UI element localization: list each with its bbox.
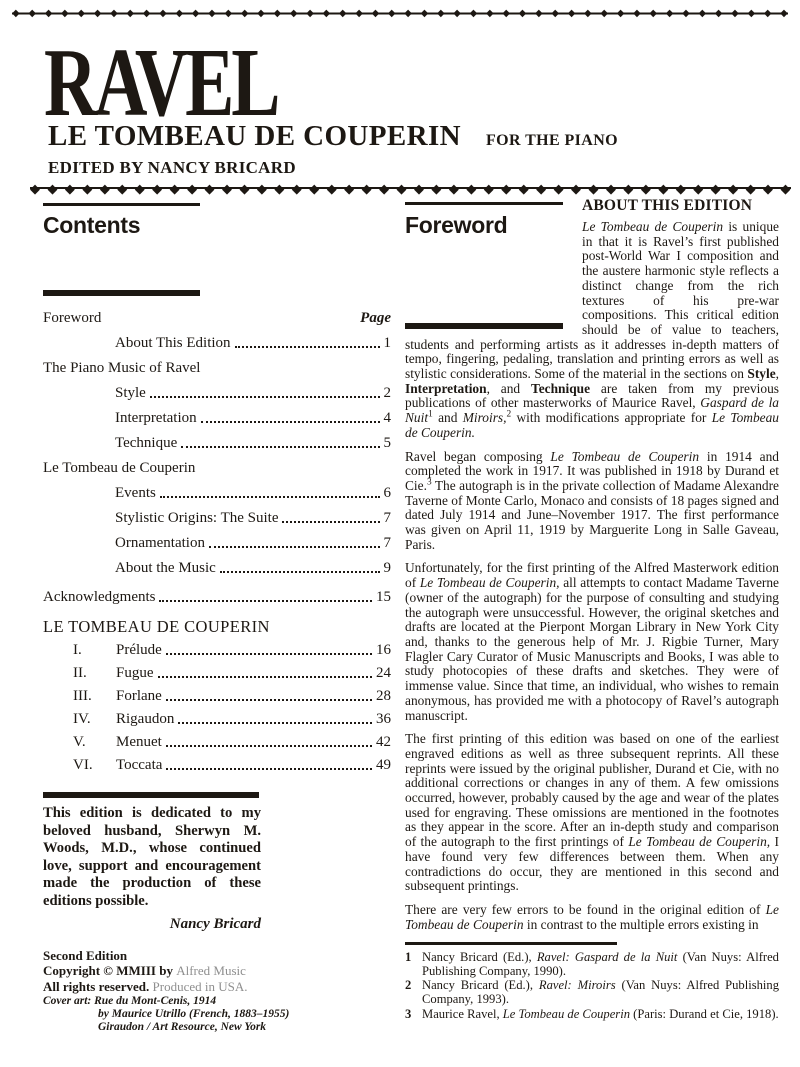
diamond-icon: ◆	[326, 180, 337, 196]
diamond-icon: ◆	[665, 7, 674, 19]
diamond-icon: ◆	[82, 180, 93, 196]
foreword-paragraph: There are very few errors to be found in the original edition of Le Tombeau de Couperin in contrast to the multiple errors existing in	[405, 901, 779, 932]
toc-dot-leader	[166, 653, 372, 655]
footnote-reference: 1	[428, 409, 433, 420]
toc-label: Foreword	[43, 310, 102, 326]
diamond-icon: ◆	[396, 180, 407, 196]
diamond-icon: ◆	[453, 7, 461, 19]
toc-dot-leader	[235, 346, 380, 348]
cover-art-line: Giraudon / Art Resource, New York	[98, 1020, 267, 1033]
toc-row	[43, 310, 391, 326]
diamond-icon: ◆	[551, 7, 560, 19]
footnote-number: 3	[405, 1006, 412, 1021]
diamond-icon: ◆	[431, 180, 442, 196]
contents-heading: Contents	[43, 212, 141, 238]
cover-art-credit	[43, 995, 391, 1033]
toc-page-number: 49	[376, 757, 391, 773]
diamond-icon: ◆	[291, 180, 302, 196]
subtitle-row	[48, 121, 618, 153]
diamond-icon: ◆	[187, 180, 198, 196]
diamond-icon: ◆	[420, 7, 429, 19]
foreword-paragraph: Le Tombeau de Couperin is unique in that it is Ravel’s first published post-World War I composition and the austere harmonic style reflects a distinct change from the rich textures of his pre-war compositions. This critical edition should be of value to teachers, students and performing artists as it addresses in-depth matters of tempo, fingering, pedaling, translation and printing errors as well as stylistic considerations. Some of the material in the sections on Style, Interpretation, and Technique are taken from my previous publications of other masterworks of Maurice Ravel, Gaspard de la Nuit$^1$ and Miroirs,$^2$ with modifications appropriate for Le Tombeau de Couperin.	[405, 219, 780, 440]
toc-row	[43, 589, 391, 605]
toc-label: Forlane	[116, 688, 162, 704]
toc-label: Acknowledgments	[43, 589, 156, 605]
dedication-text: This edition is dedicated to my beloved husband, Sherwyn M. Woods, M.D., whose continued love, support and encouragement made the production of these editions possible.	[43, 805, 261, 909]
toc-page-number: 7	[383, 510, 391, 526]
toc-row	[43, 435, 391, 451]
toc-dot-leader	[166, 699, 372, 701]
contents-column	[43, 203, 391, 1033]
toc-label: LE TOMBEAU DE COUPERIN	[43, 617, 270, 636]
toc-dot-leader	[159, 600, 372, 602]
toc-label: Rigaudon	[116, 711, 175, 727]
dedication-signature: Nancy Bricard	[169, 915, 261, 932]
diamond-icon: ◆	[134, 180, 145, 196]
diamond-icon: ◆	[649, 7, 658, 19]
table-of-contents	[43, 310, 391, 773]
foreword-paragraph: Unfortunately, for the first printing of the Alfred Masterwork edition of Le Tombeau de Couperin, all attempts to contact Madame Taverne (owner of the autograph) for the purpose of consulting and studying the autograph were unsuccessful. However, the original sketches and drafts are located at the Pierpont Morgan Library in New York City and, thanks to the generous help of Mr. J. Rigbie Turner, Mary Flagler Cary Curator of Music Manuscripts and Books, I was able to study photocopies of these drafts and sketches. They were of immense value. Since that time, an individual, who wishes to remain anonymous, has provided me with a photocopy of Ravel’s autograph manuscript.	[405, 560, 779, 723]
foreword-rule-top	[405, 202, 563, 205]
diamond-icon: ◆	[536, 180, 547, 196]
toc-page-number: 4	[383, 410, 391, 426]
toc-dot-leader	[220, 571, 380, 573]
diamond-icon: ◆	[61, 7, 69, 19]
diamond-icon: ◆	[763, 180, 774, 196]
diamond-icon: ◆	[344, 180, 355, 196]
diamond-icon: ◆	[126, 7, 135, 19]
toc-dot-leader	[158, 676, 373, 678]
toc-page-number: 36	[376, 711, 391, 727]
diamond-icon: ◆	[169, 180, 180, 196]
toc-label: Technique	[115, 435, 178, 451]
toc-dot-leader	[282, 521, 379, 523]
diamond-icon: ◆	[698, 7, 707, 19]
toc-row	[43, 510, 391, 526]
diamond-icon: ◆	[175, 7, 184, 19]
cover-art-line: by Maurice Utrillo (French, 1883–1955)	[98, 1007, 290, 1020]
toc-page-column-label: Page	[360, 310, 391, 326]
diamond-icon: ◆	[780, 7, 788, 19]
toc-label: Style	[115, 385, 146, 401]
diamond-icon: ◆	[204, 180, 215, 196]
toc-label: Menuet	[116, 734, 162, 750]
diamond-icon: ◆	[77, 7, 86, 19]
top-ornament-border	[12, 7, 788, 20]
diamond-icon: ◆	[675, 180, 686, 196]
footnote-number: 1	[405, 949, 412, 964]
diamond-icon: ◆	[273, 7, 282, 19]
dedication-rule	[43, 792, 259, 798]
toc-roman-numeral: V.	[73, 734, 86, 750]
toc-row	[43, 335, 391, 351]
toc-dot-leader	[166, 745, 372, 747]
foreword-heading-block	[405, 202, 573, 329]
toc-row	[43, 535, 391, 551]
colophon-line: All rights reserved. Produced in USA.	[43, 978, 248, 994]
diamond-icon: ◆	[640, 180, 651, 196]
toc-roman-numeral: III.	[73, 688, 92, 704]
diamond-icon: ◆	[44, 7, 53, 19]
toc-page-number: 9	[383, 560, 391, 576]
diamond-icon: ◆	[361, 180, 372, 196]
colophon	[43, 948, 391, 995]
toc-page-number: 24	[376, 665, 391, 681]
diamond-icon: ◆	[379, 180, 390, 196]
diamond-icon: ◆	[28, 7, 37, 19]
diamond-icon: ◆	[728, 180, 739, 196]
diamond-icon: ◆	[485, 7, 494, 19]
diamond-icon: ◆	[152, 180, 163, 196]
contents-rule-bottom	[43, 290, 200, 296]
toc-page-number: 7	[383, 535, 391, 551]
toc-dot-leader	[181, 446, 379, 448]
footnote-number: 2	[405, 978, 412, 993]
diamond-icon: ◆	[483, 180, 494, 196]
toc-dot-leader	[160, 496, 380, 498]
diamond-icon: ◆	[600, 7, 609, 19]
foreword-heading: Foreword	[405, 212, 508, 238]
toc-dot-leader	[150, 396, 380, 398]
toc-label: Events	[115, 485, 156, 501]
colophon-line: Copyright © MMIII by Alfred Music	[43, 963, 246, 979]
diamond-icon: ◆	[322, 7, 331, 19]
diamond-icon: ◆	[518, 7, 527, 19]
toc-row	[43, 688, 391, 704]
diamond-icon: ◆	[466, 180, 477, 196]
diamond-icon: ◆	[142, 7, 151, 19]
diamond-icon: ◆	[338, 7, 347, 19]
toc-page-number: 15	[376, 589, 391, 605]
toc-page-number: 2	[383, 385, 391, 401]
footnote-item: 1 Nancy Bricard (Ed.), Ravel: Gaspard de la Nuit (Van Nuys: Alfred Publishing Company, 1990).	[405, 949, 779, 979]
diamond-icon: ◆	[436, 7, 445, 19]
toc-row	[43, 734, 391, 750]
toc-row	[43, 560, 391, 576]
toc-roman-numeral: II.	[73, 665, 87, 681]
diamond-icon: ◆	[257, 7, 265, 19]
diamond-icon: ◆	[47, 180, 58, 196]
diamond-icon: ◆	[413, 180, 424, 196]
diamond-icon: ◆	[747, 7, 756, 19]
diamond-icon: ◆	[387, 7, 396, 19]
about-this-edition-heading: ABOUT THIS EDITION	[582, 197, 753, 214]
diamond-icon: ◆	[221, 180, 232, 196]
diamond-icon: ◆	[30, 180, 40, 196]
diamond-icon: ◆	[535, 7, 543, 19]
foreword-column	[405, 196, 779, 1021]
diamond-icon: ◆	[780, 180, 791, 196]
diamond-icon: ◆	[553, 180, 564, 196]
diamond-icon: ◆	[448, 180, 459, 196]
diamond-icon: ◆	[309, 180, 320, 196]
toc-dot-leader	[178, 722, 372, 724]
toc-label: Interpretation	[115, 410, 197, 426]
diamond-icon: ◆	[110, 7, 118, 19]
diamond-icon: ◆	[93, 7, 102, 19]
toc-page-number: 28	[376, 688, 391, 704]
diamond-icon: ◆	[240, 7, 249, 19]
toc-label: About This Edition	[115, 335, 231, 351]
diamond-icon: ◆	[274, 180, 285, 196]
diamond-icon: ◆	[289, 7, 298, 19]
diamond-icon: ◆	[731, 7, 739, 19]
footnote-item: 3 Maurice Ravel, Le Tombeau de Couperin (Paris: Durand et Cie, 1918).	[405, 1006, 779, 1021]
toc-label: Ornamentation	[115, 535, 205, 551]
diamond-icon: ◆	[117, 180, 128, 196]
footnote-item: 2 Nancy Bricard (Ed.), Ravel: Miroirs (Van Nuys: Alfred Publishing Company, 1993).	[405, 978, 779, 1007]
diamond-icon: ◆	[745, 180, 756, 196]
diamond-icon: ◆	[159, 7, 167, 19]
diamond-icon: ◆	[571, 180, 582, 196]
toc-label: About the Music	[115, 560, 216, 576]
toc-row	[43, 711, 391, 727]
diamond-icon: ◆	[763, 7, 772, 19]
toc-row	[43, 619, 391, 635]
foreword-rule-bottom	[405, 323, 563, 329]
footnote-rule	[405, 942, 617, 945]
toc-roman-numeral: VI.	[73, 757, 93, 773]
diamond-icon: ◆	[710, 180, 721, 196]
diamond-icon: ◆	[623, 180, 634, 196]
diamond-icon: ◆	[99, 180, 110, 196]
toc-dot-leader	[166, 768, 372, 770]
toc-row	[43, 460, 391, 476]
diamond-icon: ◆	[191, 7, 200, 19]
page-title: RAVEL	[44, 29, 278, 136]
toc-page-number: 42	[376, 734, 391, 750]
toc-dot-leader	[209, 546, 380, 548]
toc-label: Stylistic Origins: The Suite	[115, 510, 279, 526]
ornament-divider	[30, 180, 791, 196]
foreword-paragraph: The first printing of this edition was based on one of the earliest engraved editions as well as three subsequent reprints. All these reprints were issued by the original publisher, Durand et Cie, with no additional corrections or changes in any of them. A few omissions occurred, however, probably caused by the age and wear of the plates used for engraving. These omissions are mentioned in the footnotes as they appear in the score. After an in-depth study and comparison of the autograph to the first printings of Le Tombeau de Couperin, I have found very few differences between them. When any contradictions do occur, they are mentioned in this second and subsequent printings.	[405, 731, 779, 894]
diamond-icon: ◆	[658, 180, 669, 196]
diamond-icon: ◆	[64, 180, 75, 196]
toc-row	[43, 385, 391, 401]
diamond-icon: ◆	[355, 7, 363, 19]
footnote-reference: 3	[426, 477, 432, 488]
toc-label: Prélude	[116, 642, 162, 658]
toc-label: Fugue	[116, 665, 154, 681]
diamond-icon: ◆	[256, 180, 267, 196]
toc-page-number: 5	[383, 435, 391, 451]
toc-dot-leader	[201, 421, 380, 423]
diamond-icon: ◆	[306, 7, 314, 19]
toc-row	[43, 360, 391, 376]
toc-row	[43, 410, 391, 426]
toc-roman-numeral: I.	[73, 642, 82, 658]
cover-art-line: Cover art: Rue du Mont-Cenis, 1914	[43, 995, 217, 1008]
diamond-icon: ◆	[584, 7, 592, 19]
diamond-icon: ◆	[633, 7, 641, 19]
diamond-icon: ◆	[605, 180, 616, 196]
subtitle-qualifier: FOR THE PIANO	[486, 132, 619, 149]
toc-page-number: 6	[383, 485, 391, 501]
diamond-icon: ◆	[371, 7, 380, 19]
toc-roman-numeral: IV.	[73, 711, 91, 727]
toc-label: The Piano Music of Ravel	[43, 360, 201, 376]
footnotes	[405, 950, 779, 1021]
diamond-icon: ◆	[208, 7, 216, 19]
diamond-icon: ◆	[588, 180, 599, 196]
diamond-icon: ◆	[567, 7, 576, 19]
diamond-icon: ◆	[693, 180, 704, 196]
diamond-icon: ◆	[714, 7, 723, 19]
diamond-icon: ◆	[502, 7, 511, 19]
diamond-icon: ◆	[518, 180, 529, 196]
toc-label: Le Tombeau de Couperin	[43, 460, 196, 476]
diamond-icon: ◆	[469, 7, 478, 19]
toc-row	[43, 642, 391, 658]
contents-rule-top	[43, 203, 200, 206]
diamond-icon: ◆	[616, 7, 625, 19]
toc-row	[43, 485, 391, 501]
footnote-reference: 2	[506, 409, 512, 420]
diamond-icon: ◆	[12, 7, 20, 19]
foreword-paragraph: Ravel began composing Le Tombeau de Couperin in 1914 and completed the work in 1917. It was published in 1918 by Durand et Cie.$^3$ The autograph is in the private collection of Madame Alexandre Taverne of Monte Carlo, Monaco and consists of 18 pages signed and dated July 1914 and June–November 1917. The first performance was given on April 11, 1919 by Marguerite Long in Salle Gaveau, Paris.	[405, 448, 779, 552]
toc-row	[43, 665, 391, 681]
toc-label: Toccata	[116, 757, 163, 773]
diamond-icon: ◆	[224, 7, 233, 19]
toc-row	[43, 757, 391, 773]
diamond-icon: ◆	[239, 180, 250, 196]
toc-page-number: 16	[376, 642, 391, 658]
colophon-line: Second Edition	[43, 947, 128, 963]
diamond-icon: ◆	[682, 7, 690, 19]
diamond-icon: ◆	[501, 180, 512, 196]
work-subtitle: LE TOMBEAU DE COUPERIN	[48, 120, 461, 152]
toc-page-number: 1	[383, 335, 391, 351]
diamond-icon: ◆	[404, 7, 412, 19]
edited-by: EDITED BY NANCY BRICARD	[48, 158, 296, 177]
